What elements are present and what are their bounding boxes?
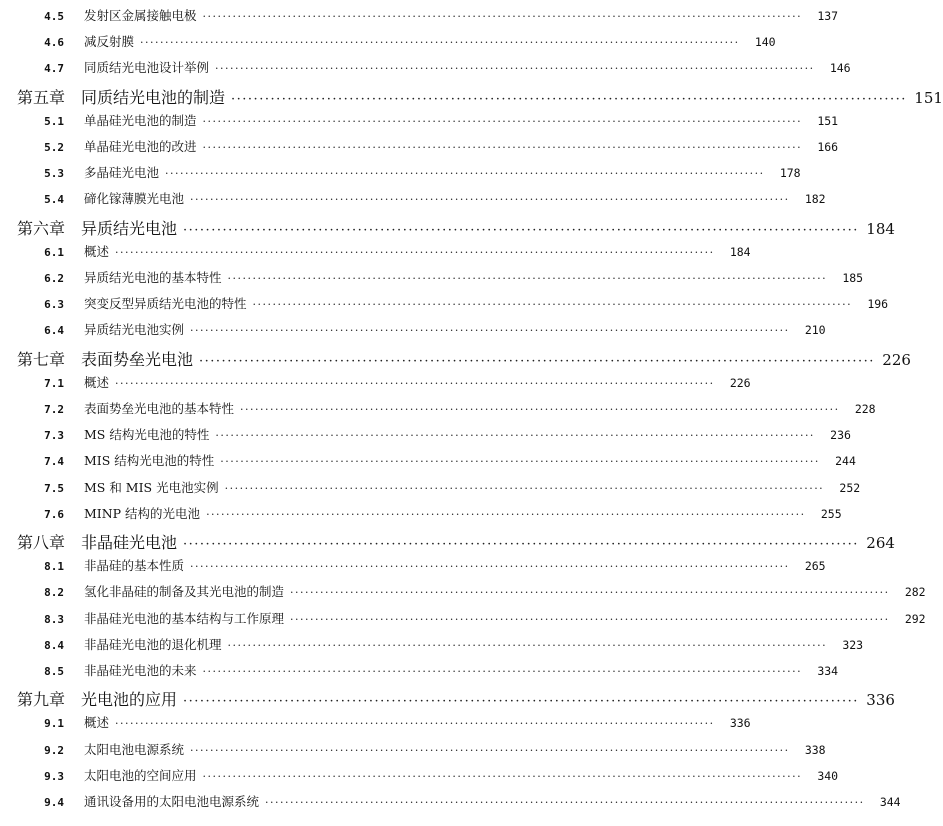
page-number: 265 <box>804 559 826 574</box>
section-number: 7.3 <box>44 429 64 443</box>
page-number: 252 <box>839 480 861 495</box>
page-number: 137 <box>817 9 839 23</box>
dot-leader: ························································································································ <box>183 537 859 552</box>
toc-chapter-row <box>0 85 943 108</box>
page-number: 323 <box>842 637 864 652</box>
dot-leader: ························································································································ <box>202 10 803 23</box>
section-number: 8.2 <box>44 586 64 600</box>
section-title: 单晶硅光电池的制造 <box>84 112 197 128</box>
page-number: 166 <box>817 140 839 154</box>
dot-leader: ························································································································ <box>290 586 890 600</box>
section-title: 异质结光电池的基本特性 <box>84 270 222 285</box>
section-number: 5.4 <box>44 193 64 207</box>
dot-leader: ························································································································ <box>183 222 859 238</box>
dot-leader: ························································································································ <box>190 193 790 207</box>
dot-leader: ························································································································ <box>215 429 815 443</box>
dot-leader: ························································································································ <box>199 353 875 369</box>
toc-section-row <box>0 713 751 731</box>
toc-section-row <box>0 32 776 50</box>
toc-section-row <box>0 661 839 679</box>
page-number: 184 <box>866 219 895 238</box>
page-number: 146 <box>829 61 851 76</box>
page-number: 282 <box>904 585 926 600</box>
dot-leader: ························································································································ <box>252 298 853 312</box>
section-title: 概述 <box>84 374 110 390</box>
toc-section-row <box>0 6 839 24</box>
section-number: 5.3 <box>44 167 64 181</box>
toc-section-row <box>0 451 856 469</box>
toc-section-row <box>0 766 839 784</box>
dot-leader: ························································································································ <box>224 481 825 495</box>
chapter-label: 第七章 <box>17 349 66 369</box>
dot-leader: ························································································································ <box>115 376 715 390</box>
toc-section-row <box>0 556 826 574</box>
page-number: 336 <box>866 691 895 710</box>
section-number: 8.4 <box>44 638 64 652</box>
dot-leader: ························································································································ <box>202 665 803 678</box>
section-title: 太阳电池的空间应用 <box>84 767 197 783</box>
section-title: 通讯设备用的太阳电池电源系统 <box>84 794 260 809</box>
chapter-label: 第六章 <box>17 218 66 238</box>
page-number: 292 <box>904 611 926 626</box>
page-number: 336 <box>729 716 751 731</box>
toc-section-row <box>0 268 864 286</box>
toc-section-row <box>0 137 839 155</box>
toc-section-row <box>0 58 851 76</box>
section-title: 减反射膜 <box>84 34 135 50</box>
chapter-label: 第九章 <box>17 690 66 710</box>
toc-section-row <box>0 294 889 312</box>
toc-section-row <box>0 111 839 129</box>
dot-leader: ························································································································ <box>140 36 740 50</box>
section-number: 6.4 <box>44 324 64 338</box>
chapter-title: 异质结光电池 <box>81 218 178 238</box>
toc-chapter-row <box>0 530 895 553</box>
section-number: 9.3 <box>44 769 64 783</box>
toc-section-row <box>0 740 826 758</box>
section-number: 7.5 <box>44 481 64 495</box>
section-number: 8.1 <box>44 560 64 574</box>
chapter-label: 第八章 <box>17 533 66 552</box>
dot-leader: ························································································································ <box>202 141 803 154</box>
section-number: 6.2 <box>44 272 64 285</box>
chapter-title: 光电池的应用 <box>81 690 178 710</box>
section-number: 6.1 <box>44 245 64 259</box>
toc-section-row <box>0 478 861 496</box>
section-title: 非晶硅光电池的基本结构与工作原理 <box>84 610 285 626</box>
section-number: 7.2 <box>44 403 64 416</box>
section-title: MS 和 MIS 光电池实例 <box>84 479 219 495</box>
section-title: 非晶硅光电池的退化机理 <box>84 636 222 652</box>
toc-section-row <box>0 189 826 207</box>
page-number: 178 <box>779 166 801 181</box>
section-title: 多晶硅光电池 <box>84 165 160 181</box>
section-number: 9.1 <box>44 717 64 731</box>
toc-section-row <box>0 399 876 417</box>
toc-section-row <box>0 504 842 522</box>
section-number: 7.4 <box>44 455 64 469</box>
page-number: 226 <box>882 350 911 369</box>
page-number: 226 <box>729 375 751 390</box>
toc-section-row <box>0 582 926 600</box>
toc-section-row <box>0 242 751 260</box>
section-title: 非晶硅光电池的未来 <box>84 663 197 678</box>
toc-section-row <box>0 635 864 653</box>
dot-leader: ························································································································ <box>115 245 715 259</box>
chapter-title: 同质结光电池的制造 <box>81 87 226 107</box>
dot-leader: ························································································································ <box>190 324 790 338</box>
toc-section-row <box>0 609 926 627</box>
dot-leader: ························································································································ <box>231 91 907 107</box>
page-number: 344 <box>879 795 901 809</box>
page-number: 228 <box>854 402 876 416</box>
section-title: 单晶硅光电池的改进 <box>84 139 197 154</box>
dot-leader: ························································································································ <box>183 694 859 710</box>
section-number: 9.4 <box>44 796 64 809</box>
page-number: 182 <box>804 192 826 207</box>
section-number: 6.3 <box>44 298 64 312</box>
page-number: 210 <box>804 323 826 338</box>
dot-leader: ························································································································ <box>290 612 890 626</box>
toc-chapter-row <box>0 216 895 239</box>
section-number: 4.6 <box>44 36 64 50</box>
chapter-title: 表面势垒光电池 <box>81 349 194 369</box>
page-number: 244 <box>835 454 856 469</box>
page-number: 338 <box>804 742 826 757</box>
section-title: 太阳电池电源系统 <box>84 741 185 757</box>
dot-leader: ························································································································ <box>202 769 803 783</box>
toc-section-row <box>0 320 826 338</box>
dot-leader: ························································································································ <box>165 167 765 181</box>
page-number: 151 <box>817 113 839 128</box>
dot-leader: ························································································································ <box>220 455 820 469</box>
page-number: 334 <box>817 664 839 678</box>
section-number: 5.2 <box>44 141 64 154</box>
page-number: 255 <box>820 506 842 521</box>
section-title: 突变反型异质结光电池的特性 <box>84 296 247 312</box>
section-title: 同质结光电池设计举例 <box>84 60 210 76</box>
section-number: 7.1 <box>44 376 64 390</box>
dot-leader: ························································································································ <box>215 62 815 76</box>
section-title: MINP 结构的光电池 <box>84 505 201 521</box>
page-number: 236 <box>830 428 851 443</box>
section-number: 8.5 <box>44 665 64 678</box>
page-number: 264 <box>866 534 895 552</box>
toc-chapter-row <box>0 347 911 370</box>
toc-section-row <box>0 792 901 810</box>
section-title: 概述 <box>84 715 110 731</box>
section-title: 氢化非晶硅的制备及其光电池的制造 <box>84 584 285 600</box>
dot-leader: ························································································································ <box>206 507 806 521</box>
dot-leader: ························································································································ <box>227 272 828 285</box>
section-title: 概述 <box>84 243 110 259</box>
toc-chapter-row <box>0 687 895 710</box>
section-number: 5.1 <box>44 114 64 128</box>
page-number: 196 <box>867 297 889 312</box>
dot-leader: ························································································································ <box>240 403 840 416</box>
toc-section-row <box>0 425 851 443</box>
section-title: 非晶硅的基本性质 <box>84 558 185 574</box>
chapter-title: 非晶硅光电池 <box>81 533 178 552</box>
section-title: 发射区金属接触电极 <box>84 8 197 23</box>
section-title: MIS 结构光电池的特性 <box>84 453 215 469</box>
section-number: 8.3 <box>44 612 64 626</box>
page-number: 184 <box>729 244 751 259</box>
page-number: 185 <box>842 271 864 285</box>
section-title: 碲化镓薄膜光电池 <box>84 191 185 207</box>
section-title: 表面势垒光电池的基本特性 <box>84 401 235 416</box>
toc-section-row <box>0 163 801 181</box>
section-number: 4.5 <box>44 10 64 23</box>
dot-leader: ························································································································ <box>265 796 865 809</box>
dot-leader: ························································································································ <box>227 638 828 652</box>
section-title: 异质结光电池实例 <box>84 322 185 338</box>
toc-section-row <box>0 373 751 391</box>
section-title: MS 结构光电池的特性 <box>84 427 210 443</box>
dot-leader: ························································································································ <box>115 717 715 731</box>
section-number: 7.6 <box>44 507 64 521</box>
page-number: 151 <box>914 88 943 107</box>
dot-leader: ························································································································ <box>190 743 790 757</box>
chapter-label: 第五章 <box>17 87 66 107</box>
page-number: 340 <box>817 768 839 783</box>
section-number: 9.2 <box>44 743 64 757</box>
dot-leader: ························································································································ <box>202 114 803 128</box>
dot-leader: ························································································································ <box>190 560 790 574</box>
page-number: 140 <box>754 35 776 50</box>
section-number: 4.7 <box>44 62 64 76</box>
